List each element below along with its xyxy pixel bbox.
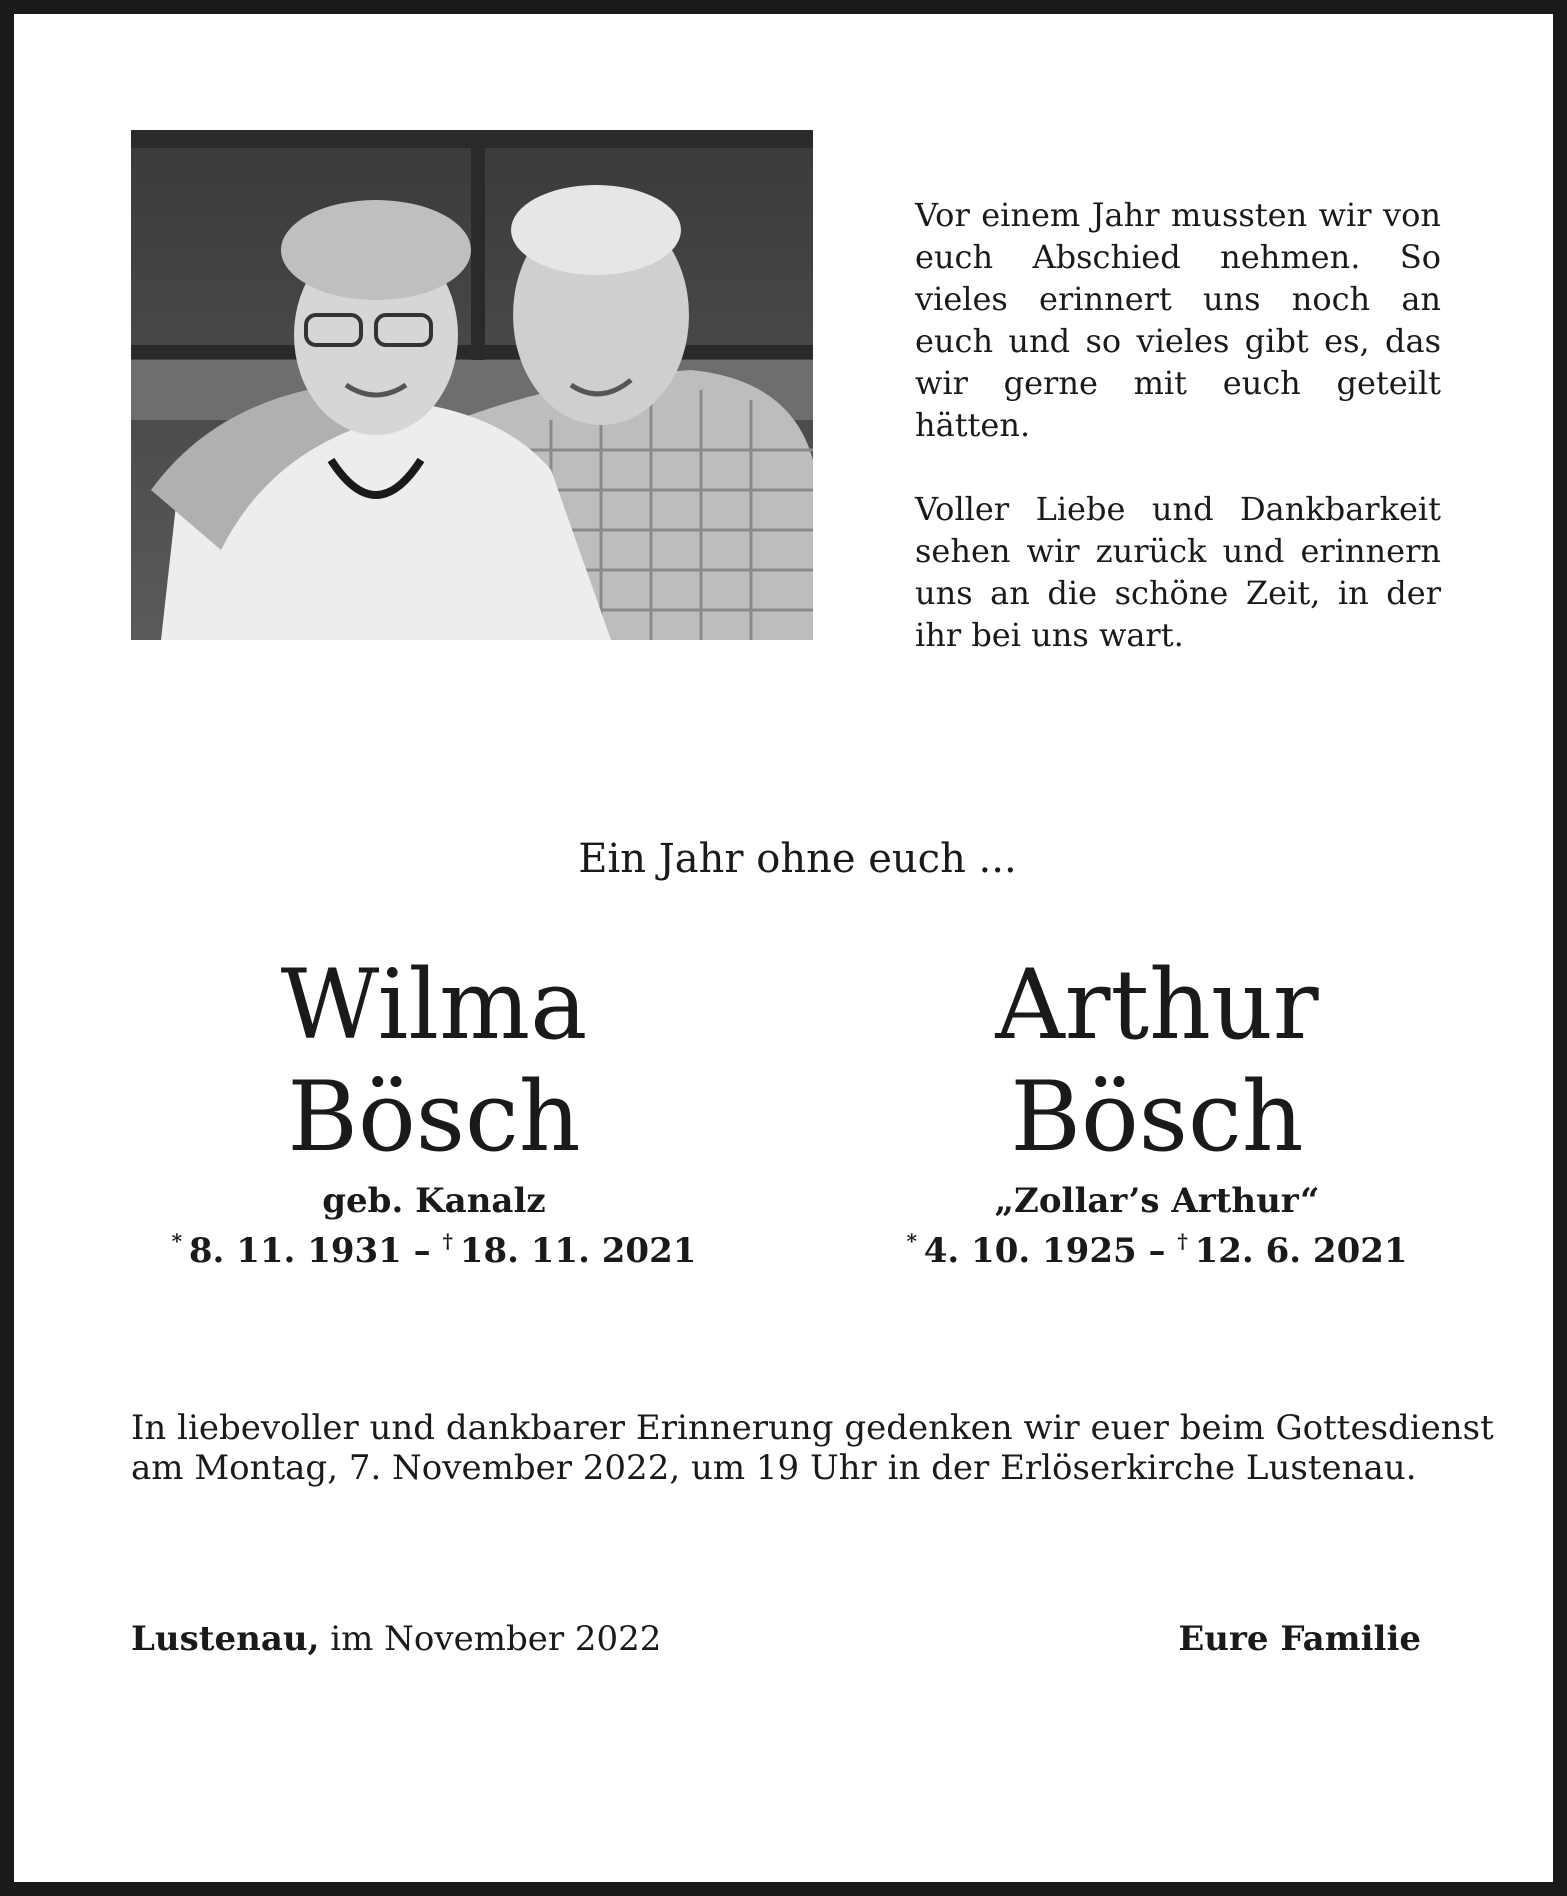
tagline: Ein Jahr ohne euch ...: [578, 836, 1017, 882]
date: im November 2022: [319, 1619, 662, 1659]
couple-photo-icon: [131, 130, 813, 640]
life-dates: [134, 1221, 734, 1271]
place-and-date: [131, 1619, 661, 1659]
person-wilma: [134, 949, 734, 1271]
life-dates: [857, 1221, 1457, 1271]
date-separator: –: [401, 1231, 443, 1271]
birth-date: 8. 11. 1931: [188, 1231, 402, 1271]
maiden-name: geb. Kanalz: [322, 1181, 546, 1221]
memorial-text: [131, 1408, 1494, 1488]
birth-star-icon: *: [171, 1229, 183, 1253]
poem-paragraph-2: Voller Liebe und Dankbarkeit sehen wir zurück und erinnern uns an die schöne Zeit, in der ihr bei uns wart.: [915, 490, 1441, 654]
poem-text: [915, 194, 1441, 656]
date-separator: –: [1136, 1231, 1178, 1271]
memorial-line-1: In liebevoller und dankbarer Erinnerung gedenken wir euer beim Gottesdienst: [131, 1408, 1494, 1448]
first-name: Wilma: [280, 949, 588, 1061]
birth-date: 4. 10. 1925: [923, 1231, 1137, 1271]
poem-paragraph-1: Vor einem Jahr mussten wir von euch Abschied nehmen. So vieles erinnert uns noch an euch und so vieles gibt es, das wir gerne mit euch geteilt hätten.: [915, 196, 1441, 444]
nickname: „Zollar’s Arthur“: [994, 1181, 1320, 1221]
death-date: 18. 11. 2021: [459, 1231, 697, 1271]
death-cross-icon: †: [442, 1229, 453, 1253]
last-name: Bösch: [287, 1061, 581, 1173]
place: Lustenau,: [131, 1619, 320, 1659]
memorial-line-2: am Montag, 7. November 2022, um 19 Uhr in der Erlöserkirche Lustenau.: [131, 1448, 1417, 1488]
death-cross-icon: †: [1177, 1229, 1188, 1253]
couple-photo: [131, 130, 813, 640]
first-name: Arthur: [995, 949, 1319, 1061]
birth-star-icon: *: [906, 1229, 917, 1253]
death-date: 12. 6. 2021: [1194, 1231, 1408, 1271]
person-arthur: [857, 949, 1457, 1271]
last-name: Bösch: [1010, 1061, 1304, 1173]
signature: Eure Familie: [1178, 1619, 1421, 1659]
